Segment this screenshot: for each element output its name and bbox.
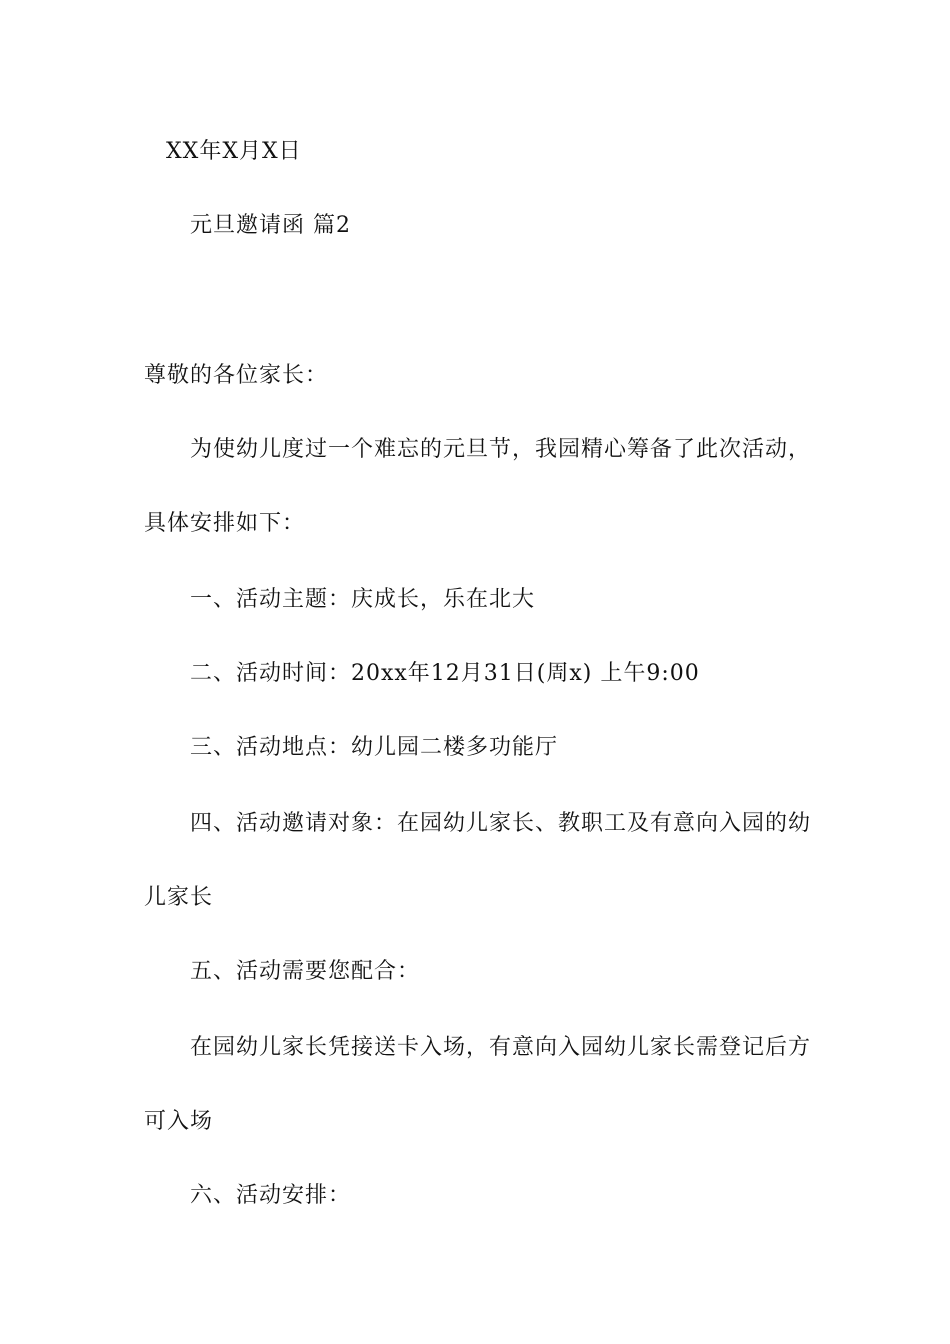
intro-paragraph-line-1: 为使幼儿度过一个难忘的元旦节，我园精心筹备了此次活动， — [190, 437, 812, 462]
item-invitees-line-2: 儿家长 — [144, 885, 214, 910]
item-schedule: 六、活动安排： — [190, 1183, 352, 1208]
letter-title: 元旦邀请函 篇2 — [190, 213, 351, 238]
entry-note-line-2: 可入场 — [144, 1109, 214, 1134]
item-time: 二、活动时间：20xx年12月31日(周x) 上午9:00 — [190, 661, 700, 686]
item-cooperation: 五、活动需要您配合： — [190, 959, 421, 984]
item-theme: 一、活动主题：庆成长，乐在北大 — [190, 587, 536, 612]
date-line: XX年X月X日 — [166, 139, 302, 164]
intro-paragraph-line-2: 具体安排如下： — [144, 511, 306, 536]
item-location: 三、活动地点：幼儿园二楼多功能厅 — [190, 735, 559, 760]
greeting: 尊敬的各位家长： — [144, 363, 329, 388]
item-invitees-line-1: 四、活动邀请对象：在园幼儿家长、教职工及有意向入园的幼 — [190, 811, 812, 836]
entry-note-line-1: 在园幼儿家长凭接送卡入场，有意向入园幼儿家长需登记后方 — [190, 1035, 812, 1060]
